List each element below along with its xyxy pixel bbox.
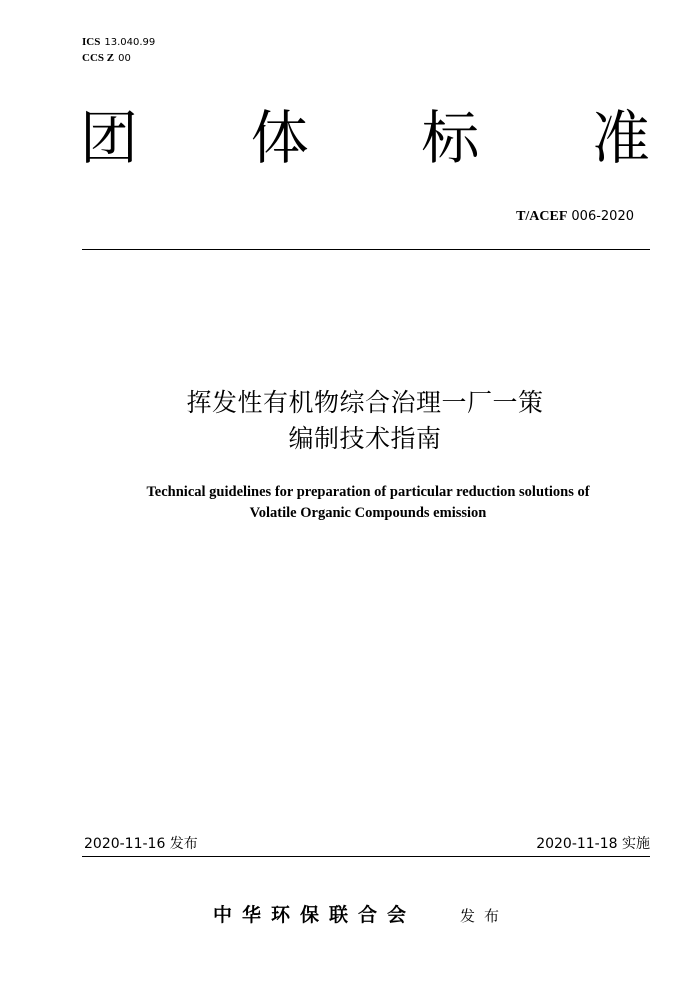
- ics-label: ICS: [82, 36, 101, 48]
- title-cn-line2: 编制技术指南: [288, 424, 442, 453]
- header-divider: [82, 249, 650, 250]
- release-date: 2020-11-16 发布: [84, 836, 198, 852]
- footer-divider: [82, 856, 650, 857]
- title-en-line1: Technical guidelines for preparation of particular reduction solutions of: [146, 484, 590, 500]
- standard-type-char: 标: [421, 104, 480, 172]
- standard-number-value: 006-2020: [571, 209, 634, 224]
- ccs-value: 00: [118, 53, 131, 64]
- issue-label: 发布: [460, 907, 509, 925]
- standard-type-heading: [80, 103, 650, 173]
- ccs-label: CCS Z: [82, 52, 115, 64]
- ccs-code: [82, 51, 131, 66]
- ics-value: 13.040.99: [104, 37, 156, 48]
- issuer-name: 中华环保联合会: [213, 904, 417, 926]
- title-en-line2: Volatile Organic Compounds emission: [249, 505, 487, 521]
- standard-type-char: 团: [80, 104, 139, 172]
- ics-code: [82, 35, 155, 50]
- standard-type-char: 体: [250, 104, 309, 172]
- standard-type-char: 准: [591, 104, 650, 172]
- title-cn-line1: 挥发性有机物综合治理一厂一策: [186, 388, 544, 417]
- implement-date: 2020-11-18 实施: [536, 836, 650, 852]
- standard-number: [516, 207, 634, 226]
- standard-number-prefix: T/ACEF: [516, 209, 568, 224]
